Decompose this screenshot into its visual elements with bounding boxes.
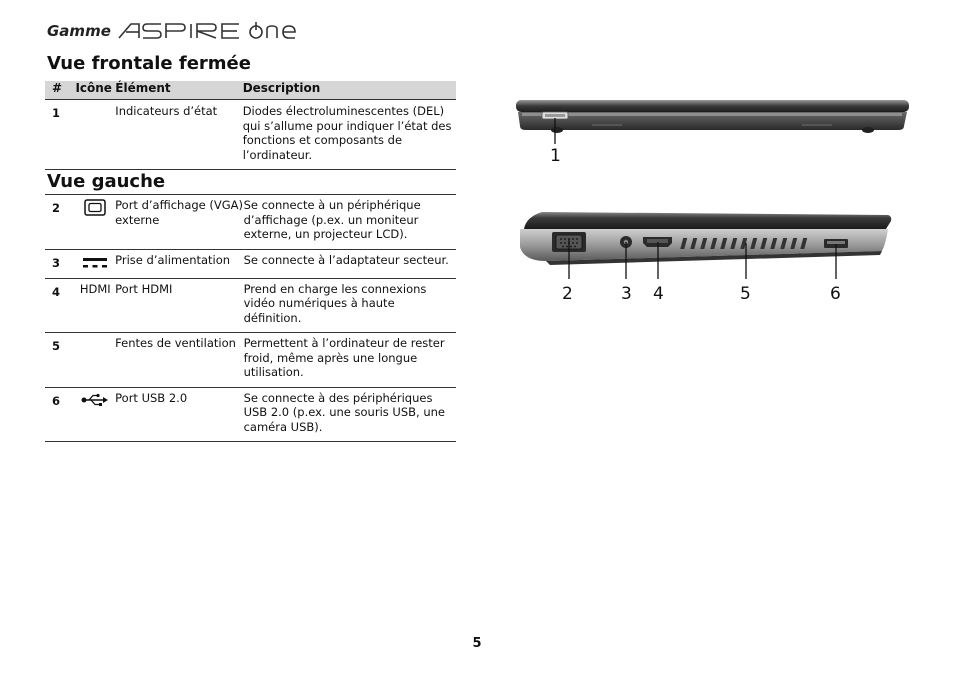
- row-description: Se connecte à des périphériques USB 2.0 (p.ex. une souris USB, une caméra USB).: [244, 387, 456, 442]
- callout-5: 5: [740, 284, 751, 304]
- front-view-illustration: [512, 96, 912, 150]
- table-row: [45, 249, 456, 278]
- row-description: Prend en charge les connexions vidéo numériques à haute définition.: [244, 278, 456, 333]
- row-description: Se connecte à l’adaptateur secteur.: [244, 249, 456, 278]
- row-description: Diodes électroluminescentes (DEL) qui s’allume pour indiquer l’état des fonctions et composants de l’ordinateur.: [243, 100, 456, 170]
- page-header: [47, 19, 307, 43]
- col-header-icon: Icône: [75, 81, 112, 95]
- header-gamme: Gamme: [47, 22, 111, 40]
- hdmi-icon: HDMI: [79, 281, 111, 296]
- col-header-item: Élément: [115, 81, 171, 95]
- front-view-table: [45, 81, 456, 170]
- row-number: 3: [45, 249, 75, 278]
- table-row: [45, 333, 456, 388]
- page-number: 5: [472, 636, 482, 651]
- callout-6: 6: [830, 284, 841, 304]
- row-number: 5: [45, 333, 75, 388]
- row-icon: [75, 333, 115, 388]
- row-icon: [75, 387, 115, 442]
- table-row: [45, 278, 456, 333]
- row-icon: [75, 249, 115, 278]
- callout-1: 1: [550, 146, 561, 166]
- col-header-desc: Description: [242, 81, 321, 95]
- row-icon: [75, 100, 115, 170]
- callout-3: 3: [621, 284, 632, 304]
- row-number: 4: [45, 278, 75, 333]
- callout-4: 4: [653, 284, 664, 304]
- dc-in-icon: [83, 257, 107, 269]
- row-number: 2: [45, 195, 75, 250]
- row-item: Port d’affichage (VGA) externe: [115, 195, 243, 250]
- table-row: [45, 195, 456, 250]
- table-header-row: [45, 81, 456, 100]
- row-item: Port HDMI: [115, 278, 243, 333]
- callout-2: 2: [562, 284, 573, 304]
- row-item: Port USB 2.0: [115, 387, 243, 442]
- left-view-table: [45, 194, 456, 442]
- section-title-left: Vue gauche: [47, 171, 166, 192]
- col-header-num: #: [52, 81, 63, 95]
- row-description: Permettent à l’ordinateur de rester froid, même après une longue utilisation.: [244, 333, 456, 388]
- aspire-one-logo: [117, 20, 307, 42]
- table-row: [45, 100, 456, 170]
- row-number: 6: [45, 387, 75, 442]
- row-number: 1: [45, 100, 75, 170]
- row-icon: [75, 278, 115, 333]
- left-view-illustration: [516, 209, 896, 285]
- usb-icon: [81, 393, 109, 407]
- row-item: Indicateurs d’état: [115, 100, 242, 170]
- row-item: Prise d’alimentation: [115, 249, 243, 278]
- table-row: [45, 387, 456, 442]
- row-icon: [75, 195, 115, 250]
- section-title-front: Vue frontale fermée: [47, 53, 251, 74]
- row-item: Fentes de ventilation: [115, 333, 243, 388]
- vga-port-icon: [84, 199, 106, 216]
- row-description: Se connecte à un périphérique d’affichage (p.ex. un moniteur externe, un projecteur LCD).: [244, 195, 456, 250]
